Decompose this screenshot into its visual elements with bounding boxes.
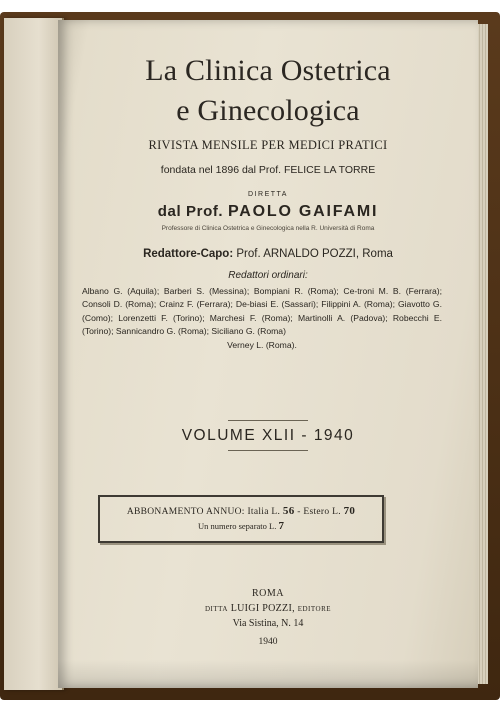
single-issue-label: Un numero separato L. (198, 521, 277, 531)
subscription-box (98, 495, 384, 543)
directed-by-label: DIRETTA (248, 191, 288, 198)
chief-editor-name: Prof. ARNALDO POZZI, Roma (236, 248, 393, 260)
volume-rule-bottom (228, 450, 308, 451)
publisher-prefix: DITTA (204, 605, 228, 613)
volume-label: VOLUME XLII - 1940 (181, 427, 355, 444)
title-page (58, 20, 478, 688)
title-line-1: La Clinica Ostetrica (145, 54, 391, 87)
single-issue-row (100, 520, 382, 532)
subtitle: RIVISTA MENSILE PER MEDICI PRATICI (148, 138, 388, 152)
subscription-abroad-price: 70 (343, 505, 356, 517)
publisher-line (58, 603, 478, 614)
publication-year: 1940 (258, 637, 278, 647)
editors-label: Redattori ordinari: (228, 270, 308, 281)
subscription-label: ABBONAMENTO ANNUO: (126, 507, 245, 517)
editors-text: Albano G. (Aquila); Barberi S. (Messina); Bompiani R. (Roma); Ce-troni M. B. (Ferrara); Consoli D. (Roma); Crainz F. (Ferrara); De-biasi E. (Sassari); Filippini A. (Roma); Giavotto G. (Como); Lorenzetti F. (Torino); Marchesi F. (Roma); Martinolli A. (Padova); Robecchi E. (Torino); Sannicandro G. (Roma); Siciliano G. (Roma) (82, 286, 442, 337)
publisher-role: EDITORE (297, 605, 332, 613)
chief-editor-label: Redattore-Capo: (143, 248, 234, 260)
founded-line: fondata nel 1896 dal Prof. FELICE LA TORRE (160, 164, 376, 176)
director-line (58, 203, 478, 221)
subscription-row (100, 505, 382, 517)
chief-editor-line (58, 248, 478, 260)
page-shadow (58, 660, 478, 688)
subscription-italy: Italia L. (247, 507, 281, 517)
director-role: Professore di Clinica Ostetrica e Ginecologica nella R. Università di Roma (161, 225, 375, 232)
publisher-city: ROMA (251, 588, 284, 599)
director-prefix: dal Prof. (157, 203, 224, 220)
publisher-address: Via Sistina, N. 14 (232, 618, 304, 629)
single-issue-price: 7 (278, 520, 284, 532)
publisher-name: LUIGI POZZI, (230, 603, 295, 614)
left-page-edge (4, 18, 64, 690)
title-line-2: e Ginecologica (176, 94, 360, 127)
editors-last: Verney L. (Roma). (227, 339, 297, 350)
subscription-italy-price: 56 (282, 505, 295, 517)
editors-list (82, 285, 442, 352)
subscription-abroad: - Estero L. (297, 507, 341, 517)
volume-rule-top (228, 420, 308, 421)
director-name: PAOLO GAIFAMI (227, 203, 379, 220)
